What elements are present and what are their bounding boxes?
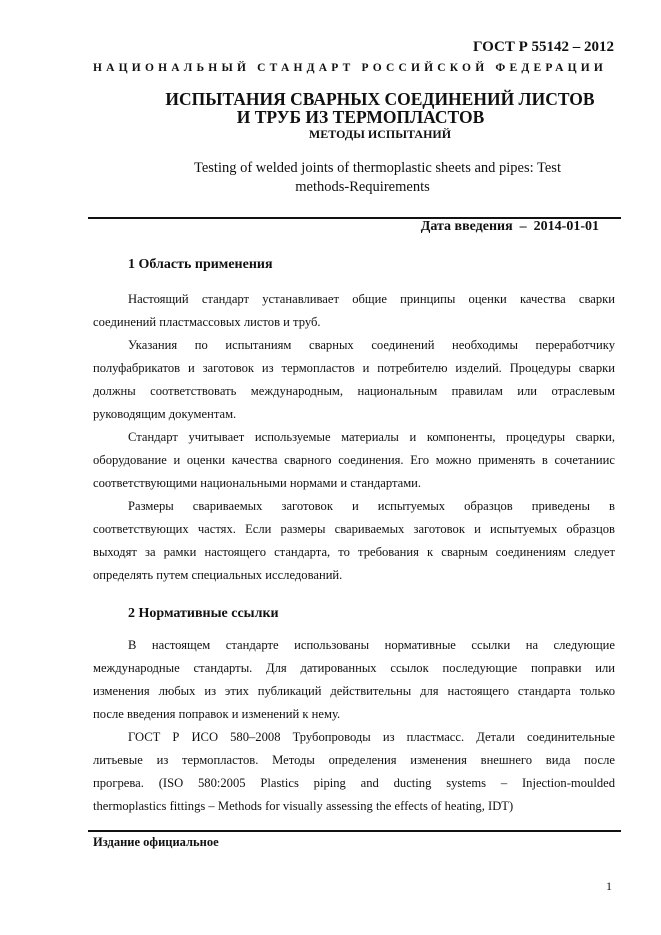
section-1-heading: 1 Область применения xyxy=(128,257,273,272)
national-standard-line: НАЦИОНАЛЬНЫЙ СТАНДАРТ РОССИЙСКОЙ ФЕДЕРАЦИИ xyxy=(93,62,608,74)
official-edition-label: Издание официальное xyxy=(93,835,219,849)
text-line: выходят за рамки настоящего стандарта, то требования к сварным соединениям следует xyxy=(93,545,615,559)
text-line: В настоящем стандарте использованы нормативные ссылки на следующие xyxy=(128,638,615,652)
text-line: руководящим документам. xyxy=(93,407,237,421)
text-line: изменения любых из этих публикаций действительны для настоящего стандарта только xyxy=(93,684,615,698)
footer-divider xyxy=(88,830,621,832)
text-line: Стандарт учитывает используемые материалы и компоненты, процедуры сварки, xyxy=(128,430,615,444)
text-line: соответствующих частях. Если размеры свариваемых заготовок и испытуемых образцов xyxy=(93,522,615,536)
english-title-line-1: Testing of welded joints of thermoplastic sheets and pipes: Test xyxy=(194,160,561,176)
text-line: прогрева. (ISO 580:2005 Plastics piping and ducting systems – Injection-moulded xyxy=(93,776,615,790)
title-line-2: И ТРУБ ИЗ ТЕРМОПЛАСТОВ xyxy=(236,107,485,127)
text-line: оборудование и оценки качества сварного соединения. Его можно применять в сочетаниис xyxy=(93,453,615,467)
text-line: литьевые из термопластов. Методы определения изменения внешнего вида после xyxy=(93,753,615,767)
section-2-heading: 2 Нормативные ссылки xyxy=(128,606,279,621)
introduction-date: Дата введения – 2014-01-01 xyxy=(420,219,599,234)
text-line: после введения поправок и изменений к нему. xyxy=(93,707,341,721)
page-number: 1 xyxy=(606,879,612,893)
text-line: соответствующими национальными нормами и стандартами. xyxy=(93,476,422,490)
text-line: соединений пластмассовых листов и труб. xyxy=(93,315,321,329)
text-line: международные стандарты. Для датированных ссылок последующие поправки или xyxy=(93,661,615,675)
title-line-1: ИСПЫТАНИЯ СВАРНЫХ СОЕДИНЕНИЙ ЛИСТОВ xyxy=(165,89,595,109)
text-line: полуфабрикатов и заготовок из термопластов и потребителю изделий. Процедуры сварки xyxy=(93,361,615,375)
text-line: должны соответствовать международным, национальным правилам или отраслевым xyxy=(93,384,615,398)
text-line: ГОСТ Р ИСО 580–2008 Трубопроводы из пластмасс. Детали соединительные xyxy=(128,730,615,744)
text-line: Настоящий стандарт устанавливает общие принципы оценки качества сварки xyxy=(128,292,615,306)
gost-number: ГОСТ Р 55142 – 2012 xyxy=(472,39,614,55)
title-subtitle: МЕТОДЫ ИСПЫТАНИЙ xyxy=(308,127,452,141)
text-line: Размеры свариваемых заготовок и испытуемых образцов приведены в xyxy=(128,499,615,513)
english-title-line-2: methods-Requirements xyxy=(295,179,430,195)
text-line: thermoplastics fittings – Methods for visually assessing the effects of heating, IDT) xyxy=(93,799,514,813)
text-line: определять путем специальных исследований. xyxy=(93,568,343,582)
text-line: Указания по испытаниям сварных соединений необходимы переработчику xyxy=(128,338,615,352)
